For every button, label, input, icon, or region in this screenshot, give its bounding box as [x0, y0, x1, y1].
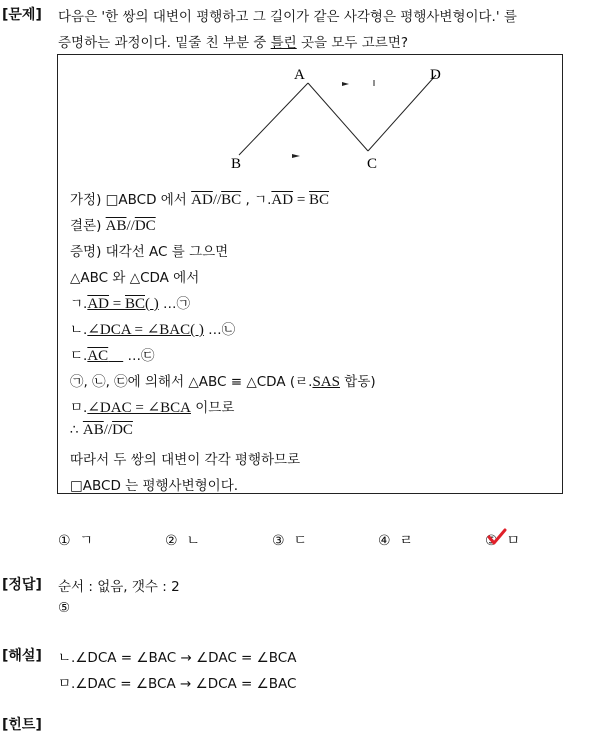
proof-step-3: ㄷ.AC …㉢	[70, 348, 155, 364]
edge-ab	[239, 83, 308, 155]
question-tag: [문제]	[2, 7, 42, 23]
vertex-c-label: C	[367, 156, 378, 172]
proof-line-triangles: △ABC 와 △CDA 에서	[70, 270, 200, 286]
explanation-tag: [해설]	[2, 648, 42, 664]
proof-line-conclusion: 결론) $\overline{AB}//\overline{DC}$	[70, 218, 156, 234]
parallelogram-figure	[58, 55, 562, 185]
proof-line-given: 가정) □ABCD 에서 $\overline{AD}//\overline{BC}$ , ㄱ$.\overline{AD} = \overline{BC}$	[70, 192, 330, 208]
proof-line-therefore: ∴ $\overline{AB}//\overline{DC}$	[70, 422, 133, 438]
vertex-a-label: A	[294, 67, 305, 83]
proof-line-final: □ABCD 는 평행사변형이다.	[70, 478, 239, 494]
choice-5[interactable]: ⑤ ㅁ	[485, 533, 520, 549]
check-mark-icon	[487, 528, 507, 546]
choice-3[interactable]: ③ ㄷ	[272, 533, 307, 549]
arrow-top-icon	[342, 82, 349, 86]
arrow-bottom-icon	[292, 154, 300, 158]
answer-tag: [정답]	[2, 577, 42, 593]
question-line-1: 다음은 '한 쌍의 대변이 평행하고 그 길이가 같은 사각형은 평행사변형이다.' 를	[58, 9, 517, 25]
edge-cd	[368, 75, 436, 151]
choice-4[interactable]: ④ ㄹ	[378, 533, 413, 549]
proof-box	[57, 54, 563, 494]
proof-step-2: ㄴ.∠DCA = ∠BAC( ) …㉡	[70, 322, 236, 338]
vertex-d-label: D	[430, 67, 441, 83]
choice-1[interactable]: ① ㄱ	[58, 533, 93, 549]
proof-line-so: 따라서 두 쌍의 대변이 각각 평행하므로	[70, 452, 301, 468]
vertex-b-label: B	[231, 156, 242, 172]
explanation-line-1: ㄴ.∠DCA = ∠BAC → ∠DAC = ∠BCA	[58, 650, 297, 666]
proof-line-proof: 증명) 대각선 AC 를 그으면	[70, 244, 229, 260]
answer-meta: 순서 : 없음, 갯수 : 2	[58, 579, 180, 595]
edge-ac	[308, 83, 368, 151]
proof-step-1: ㄱ.AD = BC( ) …㉠	[70, 296, 191, 312]
question-line-2: 증명하는 과정이다. 밑줄 친 부분 중 틀린 곳을 모두 고르면?	[58, 35, 409, 51]
choice-2[interactable]: ② ㄴ	[165, 533, 200, 549]
hint-tag: [힌트]	[2, 717, 42, 733]
answer-value: ⑤	[58, 600, 71, 616]
proof-step-congruence: ㉠, ㉡, ㉢에 의해서 △ABC ≡ △CDA (ㄹ.SAS 합동)	[70, 374, 376, 390]
explanation-line-2: ㅁ.∠DAC = ∠BCA → ∠DCA = ∠BAC	[58, 676, 297, 692]
proof-step-5: ㅁ.∠DAC = ∠BCA 이므로	[70, 400, 235, 416]
